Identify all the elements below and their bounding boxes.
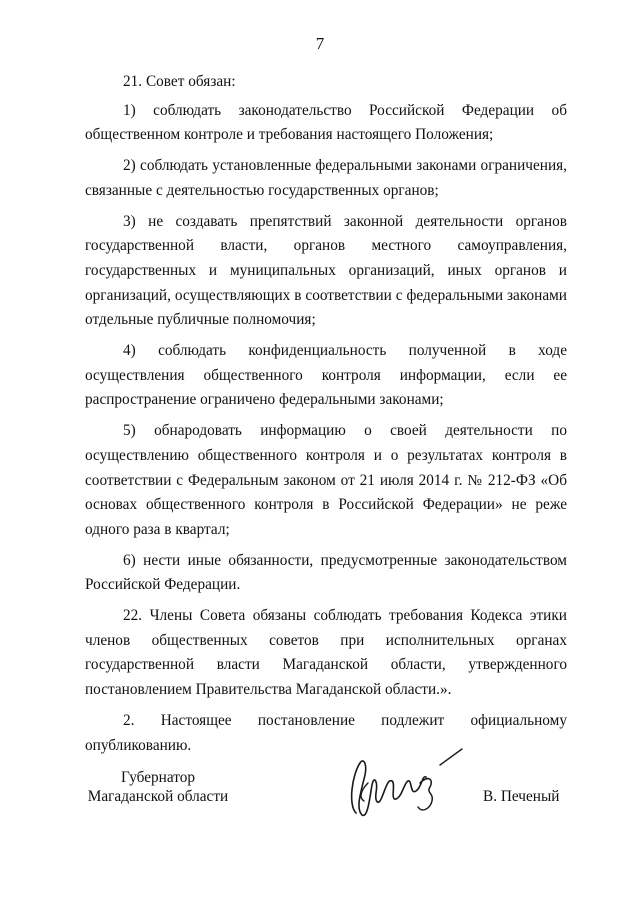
paragraph-item-4: 4) соблюдать конфиденциальность полученной в ходе осуществления общественного контроля информации, если ее распространение ограничено федеральными законами; [85,342,567,409]
signatory-title-line1: Губернатор [120,769,196,786]
paragraph-21-heading: 21. Совет обязан: [123,73,236,90]
signatory-name: В. Печеный [483,788,560,805]
signatory-title [68,768,248,806]
signatory-title-line2: Магаданской области [87,788,229,805]
handwritten-signature [338,735,468,825]
paragraph-22: 22. Члены Совета обязаны соблюдать требования Кодекса этики членов общественных советов при исполнительных органах государственной власти Магаданской области, утвержденного постановлением Правительства Магаданской области.». [85,607,567,699]
paragraph-publication: 2. Настоящее постановление подлежит официальному опубликованию. [85,711,567,754]
paragraph-item-6: 6) нести иные обязанности, предусмотренные законодательством Российской Федерации. [85,551,567,594]
paragraph-item-3: 3) не создавать препятствий законной деятельности органов государственной власти, органов местного самоуправления, государственных и муниципальных организаций, иных органов и организаций, осуществляющих в соответствии с федеральными законами отдельные публичные полномочия; [85,212,567,329]
page-number: 7 [315,34,325,53]
paragraph-item-5: 5) обнародовать информацию о своей деятельности по осуществлению общественного контроля и о результатах контроля в соответствии с Федеральным законом от 21 июля 2014 г. № 212-ФЗ «Об основах общественного контроля в Российской Федерации» не реже одного раза в квартал; [85,422,567,538]
paragraph-item-1: 1) соблюдать законодательство Российской Федерации об общественном контроле и требования настоящего Положения; [85,101,567,144]
document-body [85,70,567,764]
paragraph-item-2: 2) соблюдать установленные федеральными законами ограничения, связанные с деятельностью государственных органов; [85,157,567,199]
